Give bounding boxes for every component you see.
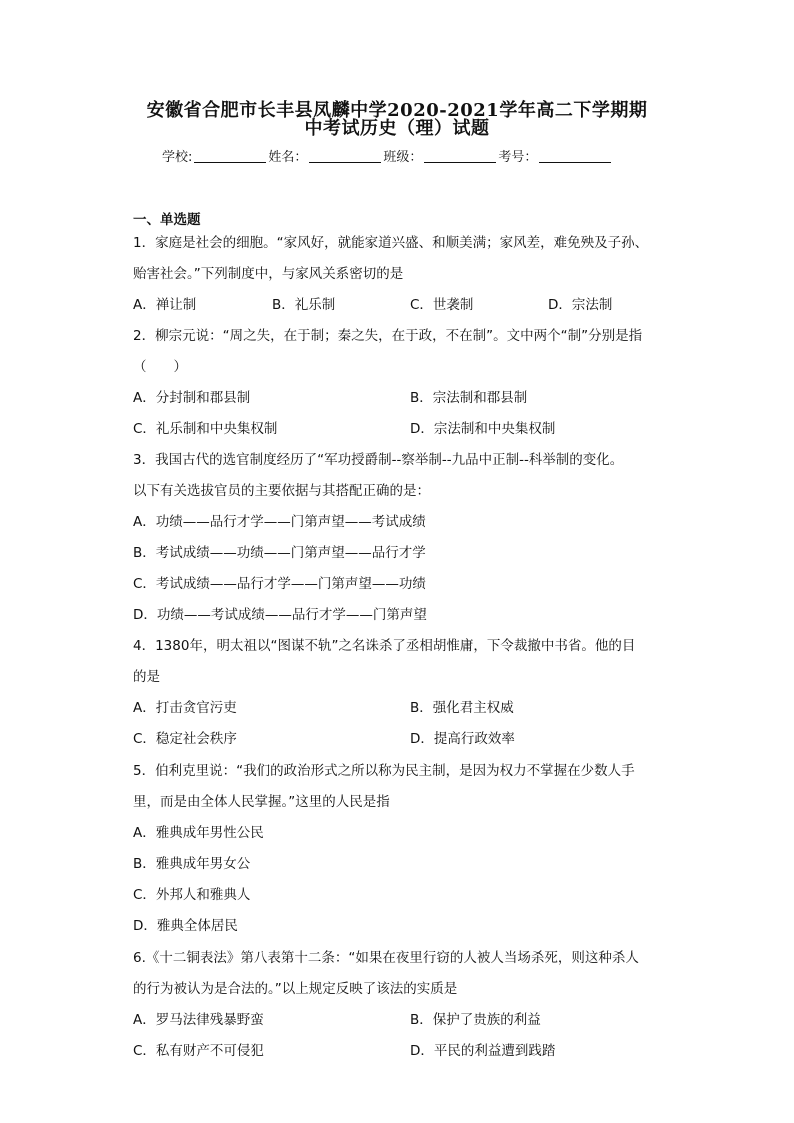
option-a[interactable]: A．罗马法律残暴野蛮 (133, 1012, 264, 1028)
question-stem: 的是 (133, 669, 160, 685)
options-row (133, 693, 668, 724)
option-c[interactable]: C．世袭制 (410, 297, 474, 313)
option-b[interactable]: B．雅典成年男女公 (133, 856, 251, 872)
options-row (133, 290, 668, 321)
option-c[interactable]: C．稳定社会秩序 (133, 731, 237, 747)
option-d[interactable]: D．提高行政效率 (410, 731, 515, 747)
option-a[interactable]: A．禅让制 (133, 297, 197, 313)
exam-title-line1: 安徽省合肥市长丰县凤麟中学2020-2021学年高二下学期期 (146, 100, 648, 121)
options-row (133, 724, 668, 755)
option-c[interactable]: C．礼乐制和中央集权制 (133, 421, 278, 437)
options-row (133, 414, 668, 445)
exam-title-line2: 中考试历史（理）试题 (304, 118, 490, 139)
question-stem: 贻害社会。”下列制度中，与家风关系密切的是 (133, 266, 404, 282)
question-6 (133, 943, 668, 1067)
question-2 (133, 321, 668, 445)
question-stem: 6.《十二铜表法》第八表第十二条：“如果在夜里行窃的人被人当场杀死，则这种杀人 (133, 950, 639, 966)
question-5 (133, 756, 668, 942)
question-4 (133, 631, 668, 755)
question-1 (133, 228, 668, 321)
option-d[interactable]: D．雅典全体居民 (133, 918, 238, 934)
question-stem: 2．柳宗元说：“周之失，在于制；秦之失，在于政，不在制”。文中两个“制”分别是指 (133, 328, 643, 344)
options-row (133, 1036, 668, 1067)
option-a[interactable]: A．雅典成年男性公民 (133, 825, 264, 841)
option-d[interactable]: D．宗法制和中央集权制 (410, 421, 556, 437)
option-c[interactable]: C．外邦人和雅典人 (133, 887, 251, 903)
class-blank[interactable] (424, 150, 496, 163)
question-stem: 4．1380年，明太祖以“图谋不轨”之名诛杀了丞相胡惟庸，下令裁撤中书省。他的目 (133, 638, 636, 654)
class-label: 班级： (383, 150, 423, 165)
question-3 (133, 445, 668, 631)
option-a[interactable]: A．打击贪官污吏 (133, 700, 237, 716)
question-stem: 3．我国古代的选官制度经历了“军功授爵制--察举制--九品中正制--科举制的变化。 (133, 452, 624, 468)
option-b[interactable]: B．宗法制和郡县制 (410, 390, 528, 406)
option-d[interactable]: D．功绩——考试成绩——品行才学——门第声望 (133, 607, 427, 623)
school-label: 学校: (162, 150, 193, 165)
question-stem: 5．伯利克里说：“我们的政治形式之所以称为民主制，是因为权力不掌握在少数人手 (133, 763, 635, 779)
question-stem: 以下有关选拔官员的主要依据与其搭配正确的是： (133, 483, 430, 499)
question-stem: 里，而是由全体人民掌握。”这里的人民是指 (133, 794, 390, 810)
option-c[interactable]: C．考试成绩——品行才学——门第声望——功绩 (133, 576, 426, 592)
section-title: 一、单选题 (133, 212, 201, 228)
name-blank[interactable] (309, 150, 381, 163)
number-blank[interactable] (539, 150, 611, 163)
option-c[interactable]: C．私有财产不可侵犯 (133, 1043, 264, 1059)
name-label: 姓名： (268, 150, 308, 165)
student-info-line (162, 146, 613, 165)
school-blank[interactable] (194, 150, 266, 163)
option-b[interactable]: B．礼乐制 (272, 297, 336, 313)
option-b[interactable]: B．保护了贵族的利益 (410, 1012, 541, 1028)
option-d[interactable]: D．平民的利益遭到践踏 (410, 1043, 556, 1059)
question-stem: （ ） (133, 359, 187, 375)
option-a[interactable]: A．分封制和郡县制 (133, 390, 251, 406)
option-a[interactable]: A．功绩——品行才学——门第声望——考试成绩 (133, 514, 426, 530)
options-row (133, 383, 668, 414)
question-stem: 的行为被认为是合法的。”以上规定反映了该法的实质是 (133, 981, 458, 997)
option-b[interactable]: B．考试成绩——功绩——门第声望——品行才学 (133, 545, 426, 561)
number-label: 考号： (498, 150, 538, 165)
option-d[interactable]: D．宗法制 (548, 297, 613, 313)
question-stem: 1．家庭是社会的细胞。“家风好，就能家道兴盛、和顺美满；家风差，难免殃及子孙、 (133, 235, 649, 251)
option-b[interactable]: B．强化君主权威 (410, 700, 514, 716)
options-row (133, 1005, 668, 1036)
